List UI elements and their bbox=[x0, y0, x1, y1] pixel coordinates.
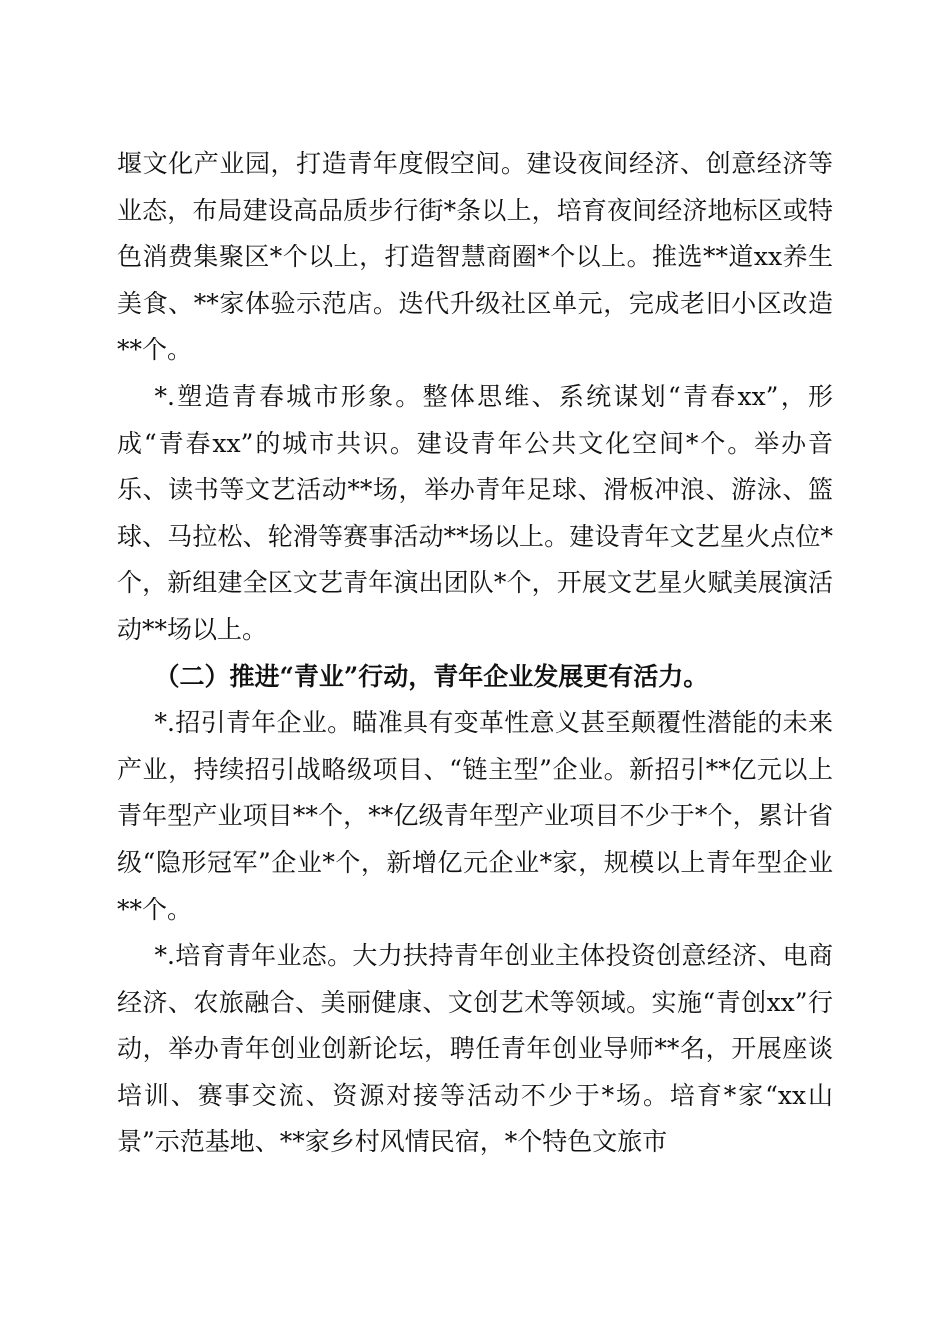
paragraph-shape-youth-city-image: *.塑造青春城市形象。整体思维、系统谋划“青春xx”，形成“青春xx”的城市共识。建设青年公共文化空间*个。举办音乐、读书等文艺活动**场，举办青年足球、滑板冲浪、游泳、篮球、马拉松、轮滑等赛事活动**场以上。建设青年文艺星火点位*个，新组建全区文艺青年演出团队*个，开展文艺星火赋美展演活动**场以上。 bbox=[117, 381, 833, 644]
paragraph-cultivate-youth-business: *.培育青年业态。大力扶持青年创业主体投资创意经济、电商经济、农旅融合、美丽健康、文创艺术等领域。实施“青创xx”行动，举办青年创业创新论坛，聘任青年创业导师**名，开展座谈培训、赛事交流、资源对接等活动不少于*场。培育*家“xx山景”示范基地、**家乡村风情民宿，*个特色文旅市 bbox=[117, 941, 833, 1157]
paragraph-continuation: 堰文化产业园，打造青年度假空间。建设夜间经济、创意经济等业态，布局建设高品质步行街*条以上，培育夜间经济地标区或特色消费集聚区*个以上，打造智慧商圈*个以上。推选**道xx养生美食、**家体验示范店。迭代升级社区单元，完成老旧小区改造**个。 bbox=[117, 149, 833, 365]
document-body bbox=[117, 141, 833, 1166]
section-heading-youth-industry: （二）推进“青业”行动，青年企业发展更有活力。 bbox=[154, 661, 709, 691]
paragraph-attract-youth-enterprises: *.招引青年企业。瞄准具有变革性意义甚至颠覆性潜能的未来产业，持续招引战略级项目、“链主型”企业。新招引**亿元以上青年型产业项目**个，**亿级青年型产业项目不少于*个，累计省级“隐形冠军”企业*个，新增亿元企业*家，规模以上青年型企业**个。 bbox=[117, 708, 833, 924]
